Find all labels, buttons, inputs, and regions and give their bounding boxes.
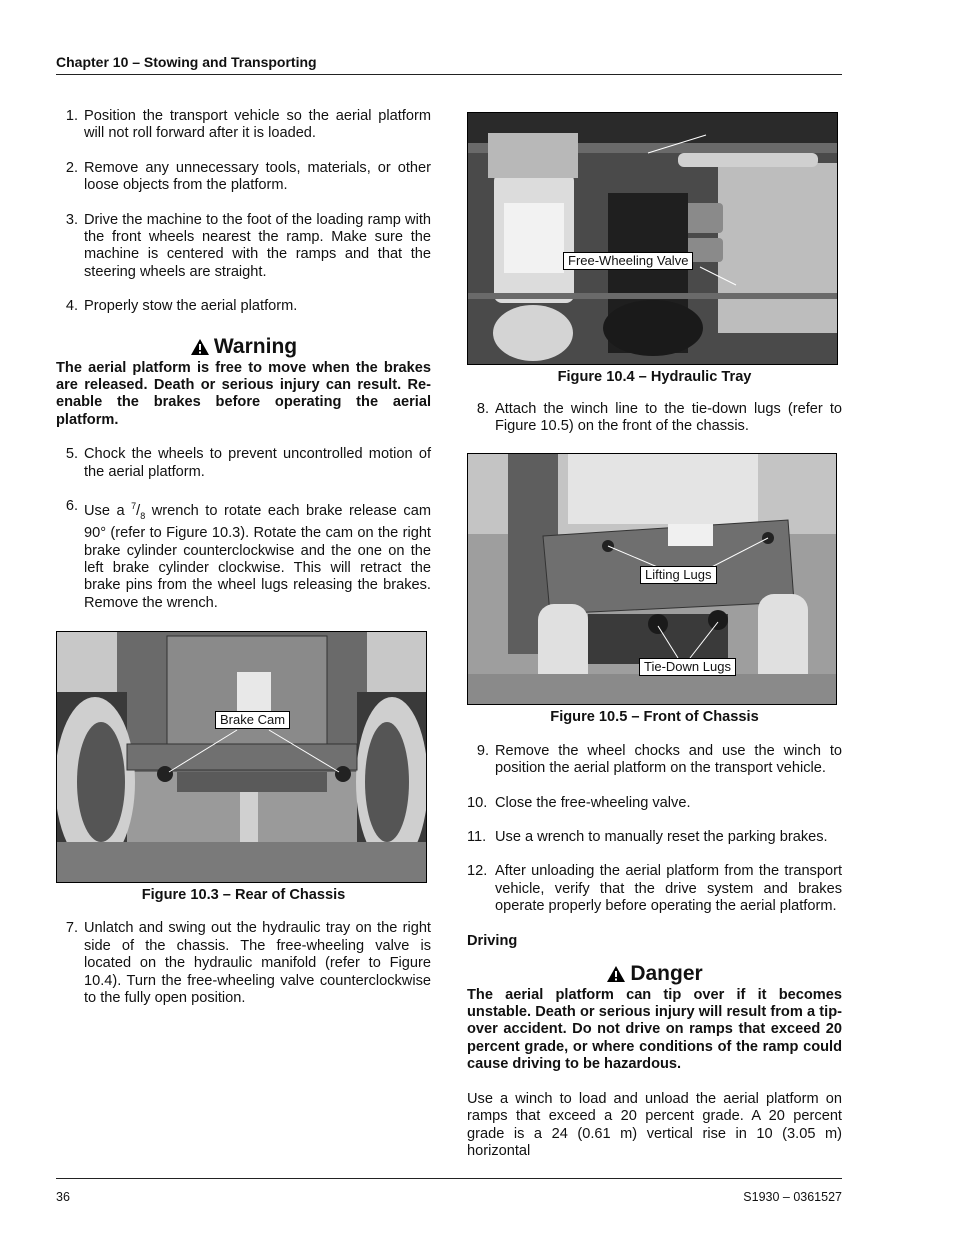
danger-body: The aerial platform can tip over if it becomes unstable. Death or serious injury will result from a tip-over accident. Do not drive on ramps that exceed 20 percent grade, or where conditions of the ramp could cause driving to be hazardous. xyxy=(467,986,842,1073)
driving-heading: Driving xyxy=(467,932,518,949)
fraction: $^7/_8$ xyxy=(131,501,146,521)
step-11: 11. Use a wrench to manually reset the parking brakes. xyxy=(467,829,828,846)
free-wheeling-valve-label: Free-Wheeling Valve xyxy=(563,252,693,270)
step-6: 6. Use a $^7/_8$ wrench to rotate each brake release cam 90° (refer to Figure 10.3). Rotate the cam on the right brake cylinder counterclockwise and the one on the left brake cylinder clockwise. This will retract the brake pins from the wheel lugs releasing the brakes. Remove the wrench. xyxy=(65,498,431,611)
figure-10-3-caption: Figure 10.3 – Rear of Chassis xyxy=(141,887,346,904)
step-10: 10. Close the free-wheeling valve. xyxy=(467,794,691,811)
danger-icon xyxy=(606,965,626,983)
free-wheeling-valve-leader xyxy=(468,113,837,364)
figure-10-5-caption: Figure 10.5 – Front of Chassis xyxy=(550,708,759,725)
step-9: 9. Remove the wheel chocks and use the winch to position the aerial platform on the transport vehicle. xyxy=(476,742,842,777)
step-4: 4. Properly stow the aerial platform. xyxy=(65,298,298,315)
page-number: 36 xyxy=(56,1190,70,1204)
danger-title: Danger xyxy=(467,961,842,987)
right-column xyxy=(467,108,842,1160)
warning-icon xyxy=(190,338,210,356)
step-7: 7. Unlatch and swing out the hydraulic tray on the right side of the chassis. The free-wheeling valve is located on the hydraulic manifold (refer to Figure 10.4). Turn the free-wheeling valve counterclockwise to the fully open position. xyxy=(65,920,431,1006)
step-3: 3. Drive the machine to the foot of the loading ramp with the front wheels nearest the ramp. Make sure the machine is centered with the ramps and that the steering wheels are straight. xyxy=(65,211,431,280)
figure-10-5-photo xyxy=(467,453,837,705)
figure-10-4-photo xyxy=(467,112,838,365)
figure-10-4-caption: Figure 10.4 – Hydraulic Tray xyxy=(557,369,752,385)
winch-paragraph: Use a winch to load and unload the aerial platform on ramps that exceed a 20 percent grade. A 20 percent grade is a 24 (0.61 m) vertical rise in 10 (3.05 m) horizontal xyxy=(467,1090,842,1159)
step-5: 5. Chock the wheels to prevent uncontrolled motion of the aerial platform. xyxy=(65,446,431,480)
lifting-lugs-label: Lifting Lugs xyxy=(640,566,717,584)
brake-cam-label: Brake Cam xyxy=(215,711,290,729)
warning-title: Warning xyxy=(56,334,431,360)
step-1: 1. Position the transport vehicle so the aerial platform will not roll forward after it is loaded. xyxy=(65,108,431,142)
brake-cam-leader-lines xyxy=(57,632,426,882)
warning-body: The aerial platform is free to move when the brakes are released. Death or serious injury can result. Re-enable the brakes before operating the aerial platform. xyxy=(56,359,431,428)
chapter-header: Chapter 10 – Stowing and Transporting xyxy=(56,54,842,75)
step-8: 8. Attach the winch line to the tie-down lugs (refer to Figure 10.5) on the front of the chassis. xyxy=(476,401,842,435)
footer-rule xyxy=(56,1178,842,1179)
document-id: S1930 – 0361527 xyxy=(743,1190,842,1204)
left-column xyxy=(56,108,431,1007)
step-2: 2. Remove any unnecessary tools, materials, or other loose objects from the platform. xyxy=(65,159,431,194)
figure-10-3-photo xyxy=(56,631,427,883)
step-12: 12. After unloading the aerial platform from the transport vehicle, verify that the drive system and brakes operate properly before operating the aerial platform. xyxy=(467,863,842,915)
tie-down-lugs-label: Tie-Down Lugs xyxy=(639,658,736,676)
